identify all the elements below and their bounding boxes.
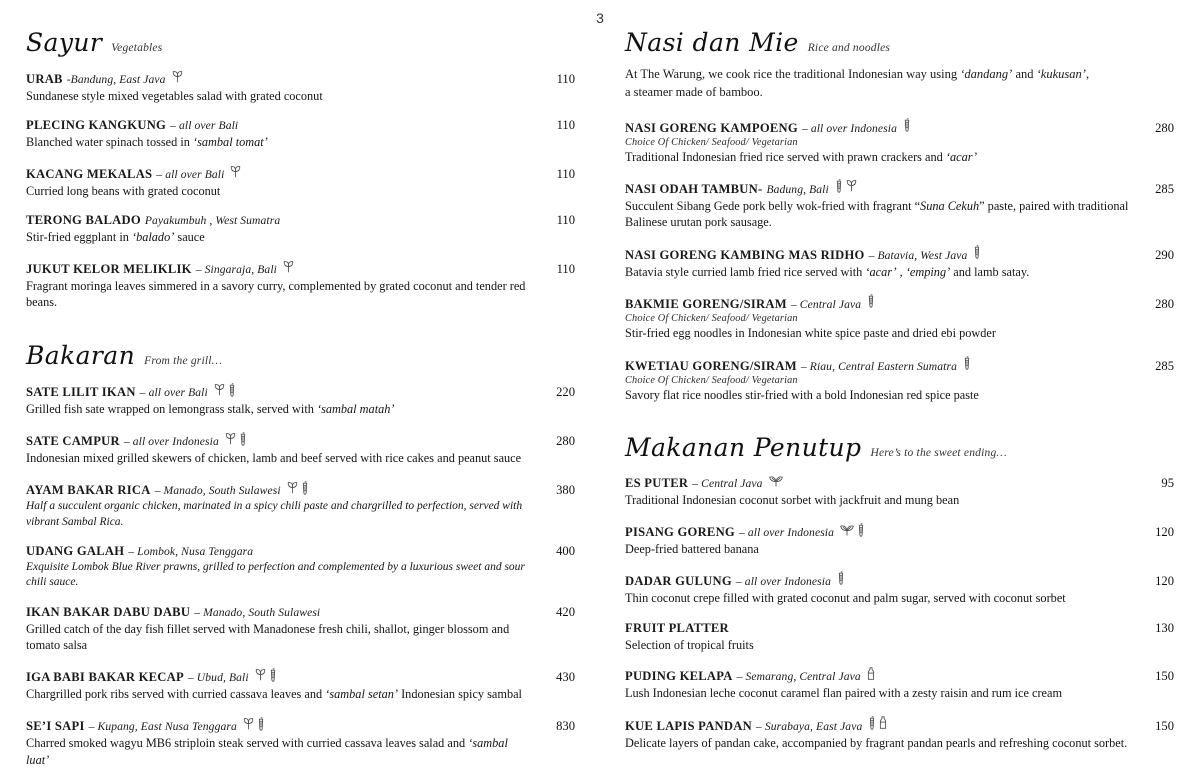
menu-item-title-group: [26, 605, 541, 620]
menu-item-name: DADAR GULUNG: [625, 574, 732, 589]
section-header: [625, 28, 1174, 57]
menu-item-title-group: [625, 294, 1140, 312]
double-leaf-icon: [769, 475, 783, 487]
menu-item-choice: Choice Of Chicken/ Seafood/ Vegetarian: [625, 136, 798, 148]
menu-item-description: Charred smoked wagyu MB6 striploin steak served with curried cassava leaves salad and ‘sambal luat’: [26, 736, 508, 767]
double-leaf-icon: [840, 524, 854, 536]
dietary-icon-group: [837, 571, 845, 585]
menu-item-origin: -Bandung, East Java: [66, 73, 166, 86]
menu-item-name: KWETIAU GORENG/SIRAM: [625, 358, 797, 373]
menu-item-description: Selection of tropical fruits: [625, 637, 754, 652]
chili-icon: [973, 245, 981, 259]
dietary-icon-group: [769, 475, 783, 487]
menu-item-header: [625, 523, 1174, 540]
menu-item-price: 150: [1155, 718, 1174, 733]
leaf-icon: [172, 70, 183, 83]
menu-item: [625, 294, 1174, 341]
menu-item-header: [625, 667, 1174, 684]
dietary-icon-group: [963, 356, 971, 370]
menu-item-name: KACANG MEKALAS: [26, 166, 153, 181]
dietary-icon-group: [868, 716, 887, 730]
menu-item-origin: – all over Indonesia: [123, 435, 219, 449]
menu-item-description: Half a succulent organic chicken, marinated in a spicy chili paste and chargrilled to perfection, served with vibrant Sambal Rica.: [26, 500, 523, 528]
menu-item-description: Batavia style curried lamb fried rice served with ‘acar’ , ‘emping’ and lamb satay.: [625, 264, 1030, 279]
menu-item: [26, 544, 575, 591]
section-title: Sayur: [26, 28, 103, 57]
menu-item-title-group: [625, 621, 1140, 636]
menu-item-price: 280: [1155, 120, 1174, 135]
menu-item-origin: – Ubud, Bali: [187, 671, 249, 685]
menu-item-price: 285: [1155, 358, 1174, 373]
menu-item: [625, 571, 1174, 606]
menu-item-list: [625, 475, 1174, 751]
menu-item-name: TERONG BALADO: [26, 213, 141, 228]
menu-item-name: KUE LAPIS PANDAN: [625, 718, 752, 733]
menu-item-description: Fragrant moringa leaves simmered in a savory curry, complemented by grated coconut and tender red beans.: [26, 278, 526, 310]
dietary-icon-group: [287, 481, 309, 495]
menu-item-price: 280: [1155, 297, 1174, 312]
menu-item-header: [625, 356, 1174, 374]
dietary-icon-group: [230, 165, 241, 178]
dietary-icon-group: [867, 667, 875, 680]
dietary-icon-group: [840, 523, 865, 537]
menu-item-title-group: [26, 260, 541, 277]
menu-item-origin: – all over Indonesia: [801, 121, 897, 135]
dietary-icon-group: [255, 668, 277, 682]
menu-item: [625, 621, 1174, 653]
section-header: [26, 341, 575, 370]
leaf-icon: [255, 668, 266, 681]
menu-item-description: Traditional Indonesian coconut sorbet with jackfruit and mung bean: [625, 493, 960, 508]
menu-item: [26, 70, 575, 104]
chili-icon: [857, 523, 865, 537]
menu-item-price: 285: [1155, 181, 1174, 196]
menu-item-header: [625, 118, 1174, 136]
menu-item-name: PUDING KELAPA: [625, 669, 733, 684]
menu-item-name: NASI ODAH TAMBUN-: [625, 181, 763, 196]
menu-item-origin: – Central Java: [692, 477, 763, 491]
menu-item-header: [26, 668, 575, 686]
menu-item: [625, 716, 1174, 751]
leaf-icon: [846, 179, 857, 192]
menu-item-description: Chargrilled pork ribs served with curried cassava leaves and ‘sambal setan’ Indonesian spicy sambal: [26, 687, 522, 702]
menu-item-description: Lush Indonesian leche coconut caramel flan paired with a zesty raisin and rum ice cream: [625, 686, 1063, 701]
section-subtitle: Here’s to the sweet ending…: [870, 447, 1007, 460]
menu-item-origin: – all over Indonesia: [735, 575, 831, 589]
chili-icon: [228, 383, 236, 397]
menu-item-price: 110: [556, 72, 575, 86]
menu-item-title-group: [625, 179, 1140, 197]
menu-item-origin: – Manado, South Sulawesi: [194, 605, 321, 619]
chili-icon: [903, 118, 911, 132]
menu-item-title-group: [625, 475, 1140, 491]
page-number: 3: [596, 10, 604, 26]
dietary-icon-group: [867, 294, 875, 308]
dietary-icon-group: [225, 432, 247, 446]
menu-item-name: NASI GORENG KAMBING MAS RIDHO: [625, 247, 865, 262]
section-subtitle: From the grill…: [144, 354, 223, 367]
chili-icon: [301, 481, 309, 495]
menu-item-name: IGA BABI BAKAR KECAP: [26, 670, 184, 685]
menu-item-title-group: [26, 70, 541, 87]
menu-section: [26, 341, 575, 768]
menu-item-origin: – Kupang, East Nusa Tenggara: [88, 720, 237, 734]
menu-item-description: Blanched water spinach tossed in ‘sambal tomat’: [26, 135, 268, 150]
menu-item-title-group: [26, 544, 541, 559]
menu-item-name: FRUIT PLATTER: [625, 620, 729, 635]
menu-item-header: [26, 260, 575, 277]
menu-item-price: 120: [1155, 574, 1174, 589]
menu-item-list: [26, 383, 575, 768]
menu-item-price: 420: [556, 604, 575, 619]
menu-item-header: [625, 475, 1174, 491]
menu-item-header: [625, 621, 1174, 636]
menu-item-name: SE’I SAPI: [26, 719, 85, 734]
menu-item-description: Stir-fried egg noodles in Indonesian white spice paste and dried ebi powder: [625, 326, 996, 341]
dietary-icon-group: [172, 70, 183, 83]
menu-item-description: Sundanese style mixed vegetables salad with grated coconut: [26, 89, 323, 103]
menu-item-price: 120: [1155, 524, 1174, 539]
section-header: [26, 28, 575, 57]
menu-item: [26, 668, 575, 703]
menu-item-origin: – all over Indonesia: [738, 525, 835, 539]
menu-item-title-group: [26, 717, 541, 735]
menu-item-name: PLECING KANGKUNG: [26, 118, 167, 133]
menu-item-origin: – Lombok, Nusa Tenggara: [128, 545, 254, 559]
menu-item-title-group: [625, 571, 1140, 589]
menu-item-origin: Payakumbuh , West Sumatra: [144, 214, 281, 228]
leaf-icon: [214, 383, 225, 396]
menu-item: [26, 213, 575, 245]
menu-item-title-group: [26, 432, 541, 450]
chili-icon: [837, 571, 845, 585]
dietary-icon-group: [283, 260, 294, 273]
menu-item: [26, 481, 575, 530]
section-header: [625, 433, 1174, 462]
dietary-icon-group: [903, 118, 911, 132]
menu-item-name: JUKUT KELOR MELIKLIK: [26, 261, 192, 276]
menu-item-name: PISANG GORENG: [625, 524, 735, 539]
menu-item-price: 280: [556, 434, 575, 449]
menu-item-origin: – Riau, Central Eastern Sumatra: [800, 359, 957, 373]
menu-item-price: 150: [1155, 669, 1174, 684]
menu-item-price: 830: [556, 719, 575, 734]
menu-section: [625, 433, 1174, 751]
menu-item-origin: – Manado, South Sulawesi: [154, 484, 281, 498]
menu-item-header: [26, 70, 575, 87]
menu-item: [26, 118, 575, 150]
menu-item: [26, 717, 575, 768]
menu-item-description: Grilled fish sate wrapped on lemongrass stalk, served with ‘sambal matah’: [26, 402, 395, 417]
menu-item: [26, 605, 575, 654]
menu-item: [26, 165, 575, 199]
menu-item-header: [26, 481, 575, 499]
menu-item-origin: – Batavia, West Java: [868, 248, 968, 262]
menu-item-name: AYAM BAKAR RICA: [26, 483, 151, 498]
chili-icon: [269, 668, 277, 682]
menu-section: [26, 28, 575, 311]
menu-item: [625, 667, 1174, 701]
menu-item-name: BAKMIE GORENG/SIRAM: [625, 297, 787, 312]
menu-item-header: [625, 179, 1174, 197]
menu-item-origin: – Surabaya, East Java: [755, 719, 863, 733]
menu-item: [625, 179, 1174, 231]
menu-item-header: [625, 245, 1174, 263]
menu-item-header: [26, 544, 575, 559]
menu-item-name: SATE CAMPUR: [26, 434, 120, 449]
menu-item-description: Exquisite Lombok Blue River prawns, grilled to perfection and complemented by a luxurious sweet and sour chili sauce.: [26, 561, 525, 589]
menu-item: [625, 245, 1174, 280]
menu-item-header: [26, 383, 575, 401]
menu-item: [26, 383, 575, 418]
section-title: Nasi dan Mie: [625, 28, 799, 57]
menu-item-origin: – Semarang, Central Java: [736, 670, 861, 684]
menu-item-name: URAB: [26, 72, 63, 86]
menu-item-name: IKAN BAKAR DABU DABU: [26, 604, 191, 619]
menu-item-origin: – all over Bali: [139, 386, 208, 400]
menu-item-title-group: [625, 716, 1140, 734]
menu-item-price: 110: [556, 118, 575, 133]
section-title: Makanan Penutup: [625, 433, 862, 463]
section-subtitle: Vegetables: [111, 42, 163, 54]
menu-item-description: Savory flat rice noodles stir-fried with a bold Indonesian red spice paste: [625, 387, 979, 402]
dietary-icon-group: [214, 383, 236, 397]
menu-item: [26, 432, 575, 467]
menu-item-name: UDANG GALAH: [26, 544, 125, 559]
menu-item-name: ES PUTER: [625, 476, 689, 491]
menu-item-description: Stir-fried eggplant in ‘balado’ sauce: [26, 230, 205, 245]
menu-item-price: 110: [556, 166, 575, 181]
menu-item-origin: Badung, Bali: [766, 182, 829, 196]
section-title: Bakaran: [26, 340, 136, 370]
menu-item-title-group: [26, 165, 541, 182]
menu-item-choice: Choice Of Chicken/ Seafood/ Vegetarian: [625, 313, 798, 325]
menu-item-description: Deep-fried battered banana: [625, 541, 759, 556]
menu-column-right: [613, 28, 1174, 750]
menu-item-description: Grilled catch of the day fish fillet served with Manadonese fresh chili, shallot, ginger blossom and tomato salsa: [26, 621, 510, 653]
menu-item-price: 110: [556, 213, 575, 228]
menu-item-price: 110: [556, 261, 575, 276]
dietary-icon-group: [973, 245, 981, 259]
menu-item-title-group: [26, 668, 541, 686]
menu-item-title-group: [26, 213, 541, 228]
menu-item-header: [625, 716, 1174, 734]
menu-item-name: NASI GORENG KAMPOENG: [625, 120, 798, 135]
menu-item-origin: – Singaraja, Bali: [195, 262, 277, 276]
dietary-icon-group: [835, 179, 857, 193]
chili-icon: [257, 717, 265, 731]
leaf-icon: [287, 481, 298, 494]
menu-item-title-group: [625, 667, 1140, 684]
menu-item-title-group: [26, 383, 541, 401]
leaf-icon: [243, 717, 254, 730]
menu-item-title-group: [625, 245, 1140, 263]
menu-item: [26, 260, 575, 311]
menu-item-description: Indonesian mixed grilled skewers of chicken, lamb and beef served with rice cakes and peanut sauce: [26, 451, 522, 466]
chili-icon: [868, 716, 876, 730]
menu-item-title-group: [625, 118, 1140, 136]
menu-item-title-group: [625, 523, 1140, 540]
menu-item-description: Thin coconut crepe filled with grated coconut and palm sugar, served with coconut sorbet: [625, 591, 1066, 606]
menu-item-header: [26, 165, 575, 182]
menu-item-header: [625, 571, 1174, 589]
menu-item-list: [625, 118, 1174, 404]
menu-item-description: Curried long beans with grated coconut: [26, 183, 221, 198]
milk-bottle-icon: [879, 716, 887, 729]
chili-icon: [867, 294, 875, 308]
menu-item-header: [625, 294, 1174, 312]
menu-item-price: 430: [556, 670, 575, 685]
menu-section: [625, 28, 1174, 403]
leaf-icon: [225, 432, 236, 445]
menu-item: [625, 475, 1174, 508]
menu-item-header: [26, 213, 575, 228]
chili-icon: [963, 356, 971, 370]
menu-item-name: SATE LILIT IKAN: [26, 385, 136, 400]
menu-item-description: Succulent Sibang Gede pork belly wok-fried with fragrant “Suna Cekuh” paste, paired with traditional Balinese urutan pork sausage.: [625, 198, 1129, 230]
dietary-icon-group: [243, 717, 265, 731]
menu-item-title-group: [26, 118, 541, 133]
chili-icon: [239, 432, 247, 446]
menu-item-choice: Choice Of Chicken/ Seafood/ Vegetarian: [625, 374, 798, 386]
leaf-icon: [230, 165, 241, 178]
menu-item: [625, 356, 1174, 403]
section-note: At The Warung, we cook rice the traditional Indonesian way using ‘dandang’ and ‘kukusan’, a steamer made of bamboo.: [625, 67, 1090, 99]
menu-item-header: [26, 605, 575, 620]
menu-item-price: 220: [556, 385, 575, 400]
menu-item-price: 400: [556, 544, 575, 559]
section-subtitle: Rice and noodles: [807, 42, 891, 54]
menu-item-title-group: [625, 356, 1140, 374]
menu-item-header: [26, 118, 575, 133]
menu-item-price: 130: [1155, 620, 1174, 635]
menu-item-origin: – all over Bali: [156, 167, 225, 181]
menu-item-price: 95: [1161, 476, 1174, 491]
menu-item-list: [26, 70, 575, 311]
menu-item-price: 380: [556, 483, 575, 498]
menu-item-header: [26, 432, 575, 450]
menu-item-description: Delicate layers of pandan cake, accompanied by fragrant pandan pearls and refreshing coconut sorbet.: [625, 735, 1128, 750]
menu-item: [625, 118, 1174, 165]
menu-item-header: [26, 717, 575, 735]
menu-item-title-group: [26, 481, 541, 499]
menu-item-origin: – Central Java: [790, 298, 862, 312]
milk-bottle-icon: [867, 667, 875, 680]
menu-item: [625, 523, 1174, 557]
leaf-icon: [283, 260, 294, 273]
menu-item-price: 290: [1155, 247, 1174, 262]
chili-icon: [835, 179, 843, 193]
menu-item-description: Traditional Indonesian fried rice served with prawn crackers and ‘acar’: [625, 149, 978, 164]
menu-column-left: [26, 28, 585, 767]
menu-item-origin: – all over Bali: [170, 119, 239, 133]
